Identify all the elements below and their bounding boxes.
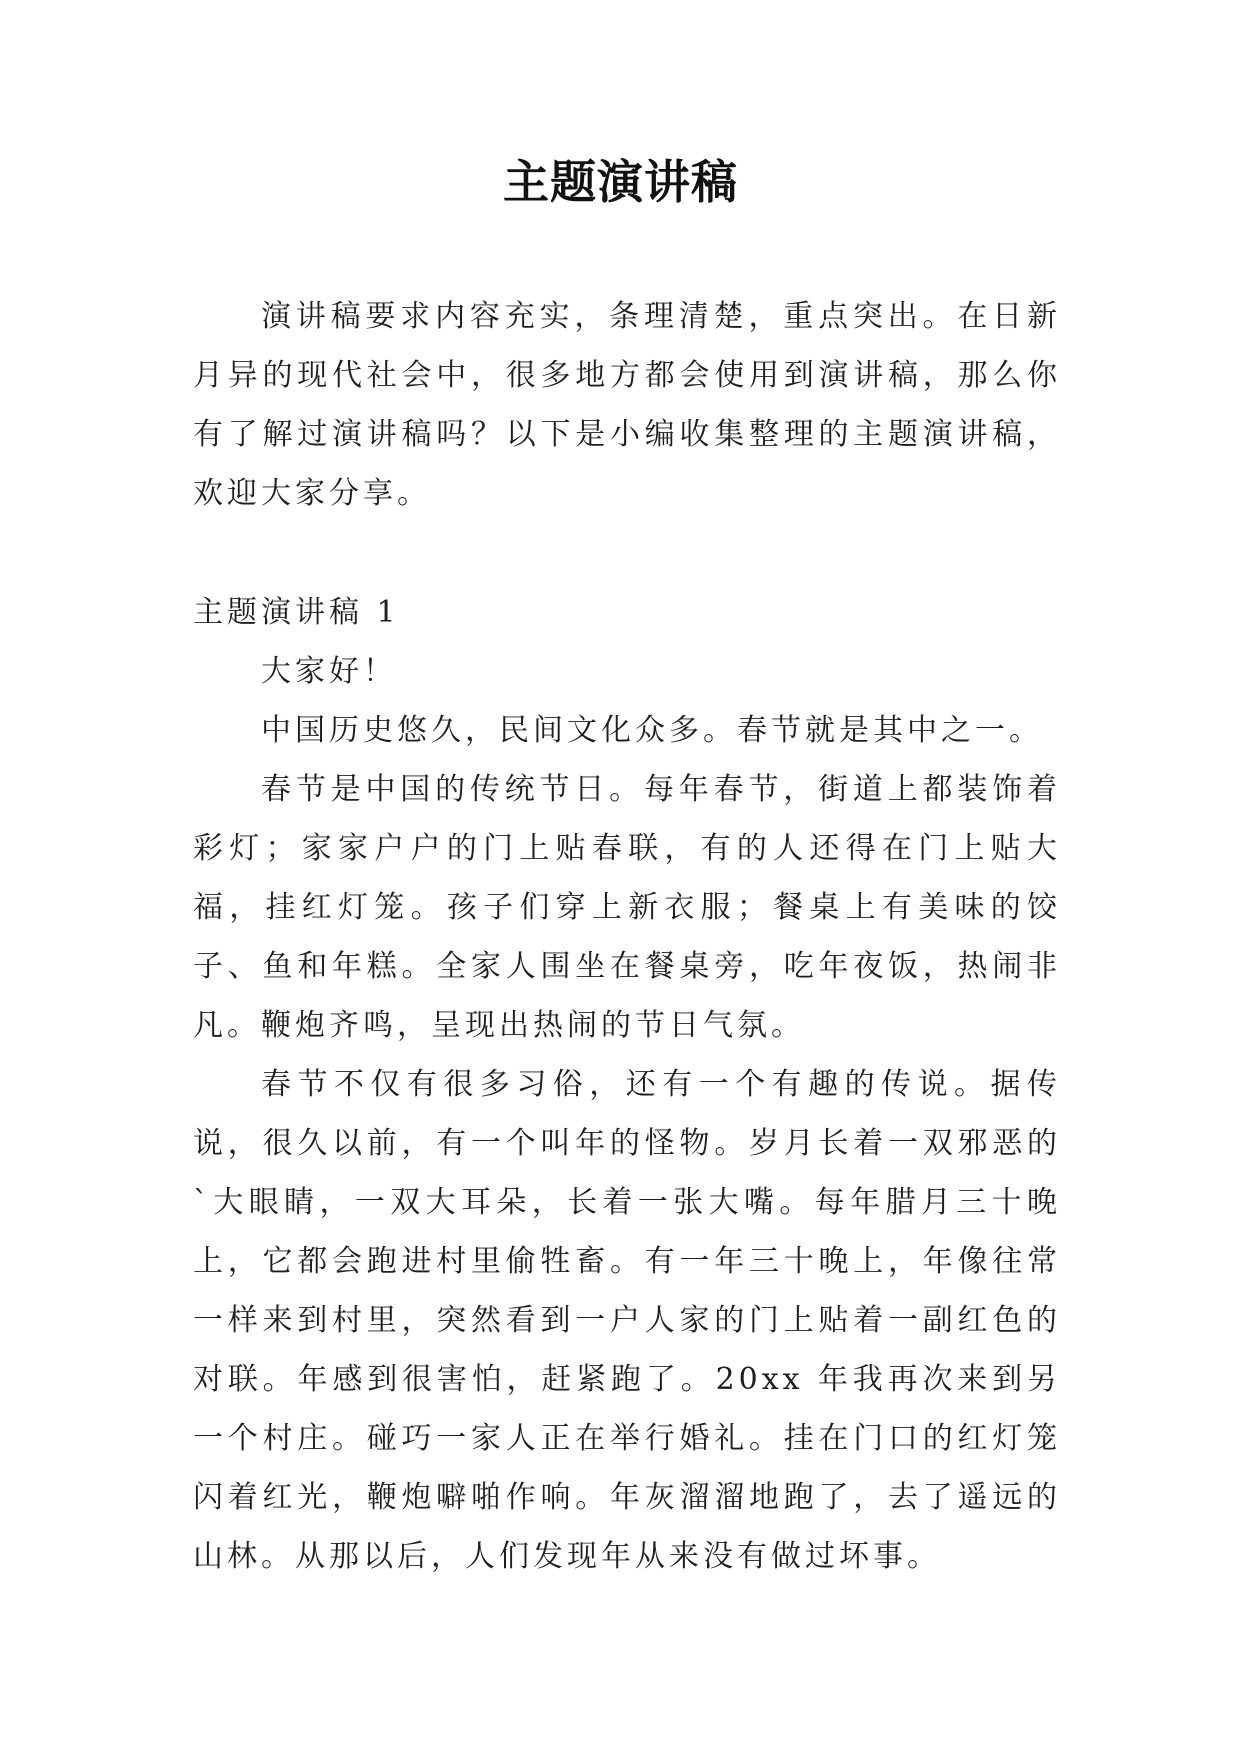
intro-paragraph: 演讲稿要求内容充实，条理清楚，重点突出。在日新月异的现代社会中，很多地方都会使用到演讲稿，那么你有了解过演讲稿吗？以下是小编收集整理的主题演讲稿，欢迎大家分享。 [193, 299, 1061, 511]
intro-block [193, 287, 1061, 523]
greeting-paragraph: 大家好！ [261, 654, 397, 689]
body-paragraph: 春节是中国的传统节日。每年春节，街道上都装饰着彩灯；家家户户的门上贴春联，有的人还得在门上贴大福，挂红灯笼。孩子们穿上新衣服；餐桌上有美味的饺子、鱼和年糕。全家人围坐在餐桌旁，吃年夜饭，热闹非凡。鞭炮齐鸣，呈现出热闹的节日气氛。 [193, 772, 1061, 1043]
document-title: 主题演讲稿 [503, 155, 738, 209]
section-heading: 主题演讲稿 1 [193, 595, 400, 630]
body-paragraph: 春节不仅有很多习俗，还有一个有趣的传说。据传说，很久以前，有一个叫年的怪物。岁月长着一双邪恶的`大眼睛，一双大耳朵，长着一张大嘴。每年腊月三十晚上，它都会跑进村里偷牲畜。有一年三十晚上，年像往常一样来到村里，突然看到一户人家的门上贴着一副红色的对联。年感到很害怕，赶紧跑了。20xx 年我再次来到另一个村庄。碰巧一家人正在举行婚礼。挂在门口的红灯笼闪着红光，鞭炮噼啪作响。年灰溜溜地跑了，去了遥远的山林。从那以后，人们发现年从来没有做过坏事。 [193, 1067, 1061, 1574]
body-paragraph: 中国历史悠久，民间文化众多。春节就是其中之一。 [261, 713, 1043, 748]
speech-section [193, 583, 1061, 1586]
